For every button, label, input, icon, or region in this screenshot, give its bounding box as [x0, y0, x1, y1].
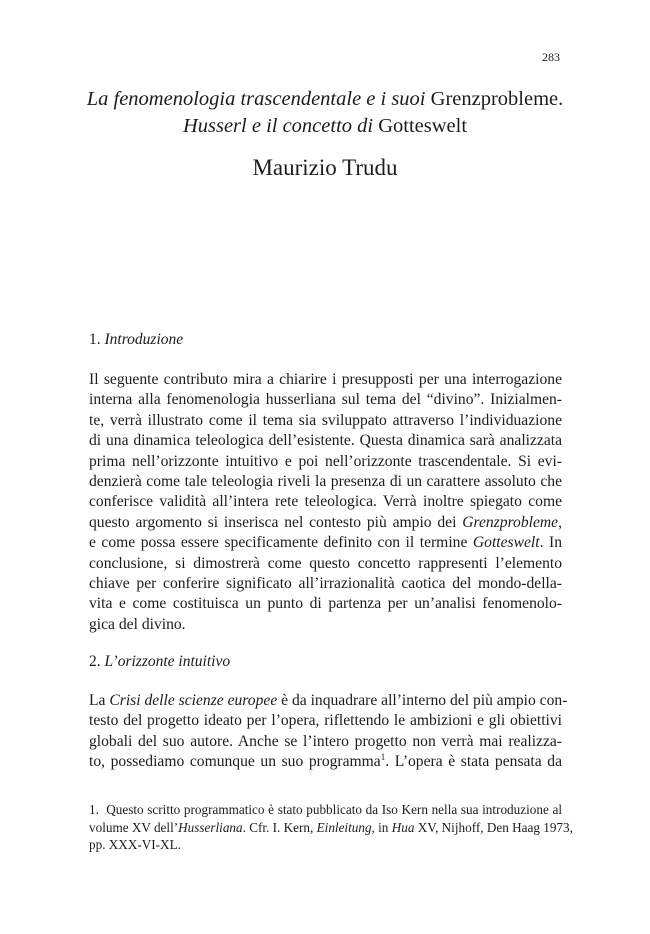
text-line: gica del divino.: [89, 615, 186, 633]
text-line: conclusione, si dimostrerà come questo concetto rappresenti l’elemento: [89, 554, 562, 572]
term-gotteswelt: Gotteswelt: [472, 534, 540, 552]
section-2-paragraph: [89, 691, 568, 773]
section-title-1: Introduzione: [104, 331, 184, 348]
footnote-italic-hua: Hua: [391, 819, 415, 835]
footnote-number: 1.: [89, 802, 99, 817]
text-line: [89, 533, 562, 553]
text-line: [89, 752, 562, 772]
text-run: La: [89, 692, 110, 709]
section-1-paragraph: [89, 370, 562, 635]
title-italic-part-1: La fenomenologia trascendentale e i suoi: [86, 88, 431, 110]
text-line: prima nell’orizzonte intuitivo e poi nell’orizzonte trascendentale. Si evi-: [89, 452, 562, 470]
footnote-text-run: volume XV dell’: [89, 819, 179, 835]
footnote-italic-einleitung: Einleitung: [316, 819, 372, 835]
section-number-1: 1.: [89, 331, 105, 348]
title-italic-part-2: Husserl e il concetto di: [182, 115, 379, 137]
text-run: to, possediamo comunque un suo programma: [89, 753, 381, 771]
section-heading-1: [89, 331, 183, 349]
text-line: Il seguente contributo mira a chiarire i presupposti per una interrogazione: [89, 371, 562, 388]
footnote-italic-husserliana: Husserliana: [178, 819, 243, 835]
text-line: di una dinamica teleologica dell’esistente. Questa dinamica sarà analizzata: [89, 432, 562, 450]
author-name: Maurizio Trudu: [252, 155, 398, 180]
text-run: ,: [558, 513, 562, 531]
text-run: questo argomento si inserisca nel contesto più ampio dei: [89, 513, 463, 531]
text-run: e come possa essere specificamente definito con il termine: [89, 534, 473, 552]
text-run: . In: [539, 534, 562, 552]
section-heading-2: [89, 653, 230, 671]
footnote-line: [89, 801, 562, 819]
text-line: [89, 691, 568, 711]
footnote-1: [89, 801, 573, 854]
title-roman-part-2: Gotteswelt: [378, 115, 468, 137]
text-line: globali del suo autore. Anche se l’intero progetto non verrà mai realizza-: [89, 732, 562, 750]
text-line: vita e come costituisca un punto di partenza per un’analisi fenomenolo-: [89, 595, 562, 613]
work-title-crisi: Crisi delle scienze europee: [109, 692, 278, 709]
title-roman-part-1: Grenzprobleme.: [430, 88, 564, 110]
text-line: testo del progetto ideato per l’opera, riflettendo le ambizioni e gli obiettivi: [89, 712, 562, 730]
text-run: è da inquadrare all’interno del più ampio con-: [277, 692, 568, 709]
text-line: conferisce validità all’intera rete teleologica. Verrà inoltre spiegato come: [89, 493, 562, 511]
footnote-line: pp. XXX-VI-XL.: [89, 837, 181, 852]
footnote-reference[interactable]: 1: [380, 752, 386, 763]
title-line-2: [60, 113, 590, 140]
article-title: [60, 86, 590, 140]
text-run: . L’opera è stata pensata da: [385, 753, 562, 771]
footnote-text-run: Questo scritto programmatico è stato pubblicato da Iso Kern nella sua introduzione al: [106, 802, 562, 817]
title-line-1: [60, 86, 590, 113]
text-line: chiave per conferire significato all’irrazionalità caotica del mondo-della-: [89, 575, 562, 593]
footnote-text-run: , in: [371, 819, 392, 835]
section-number-2: 2.: [89, 653, 105, 670]
text-line: denzierà come tale teleologia riveli la presenza di un carattere assoluto che: [89, 473, 562, 491]
footnote-text-run: XV, Nijhoff, Den Haag 1973,: [414, 819, 573, 835]
text-line: [89, 513, 562, 533]
term-grenzprobleme: Grenzprobleme: [462, 513, 559, 531]
footnote-text-run: . Cfr. I. Kern,: [242, 819, 317, 835]
text-line: te, verrà illustrato come il tema sia sviluppato attraverso l’individuazione: [89, 411, 562, 429]
section-title-2: L’orizzonte intuitivo: [104, 653, 231, 670]
footnote-line: [89, 819, 573, 837]
text-line: interna alla fenomenologia husserliana sul tema del “divino”. Inizialmen-: [89, 391, 562, 409]
page-number: 283: [542, 50, 560, 64]
